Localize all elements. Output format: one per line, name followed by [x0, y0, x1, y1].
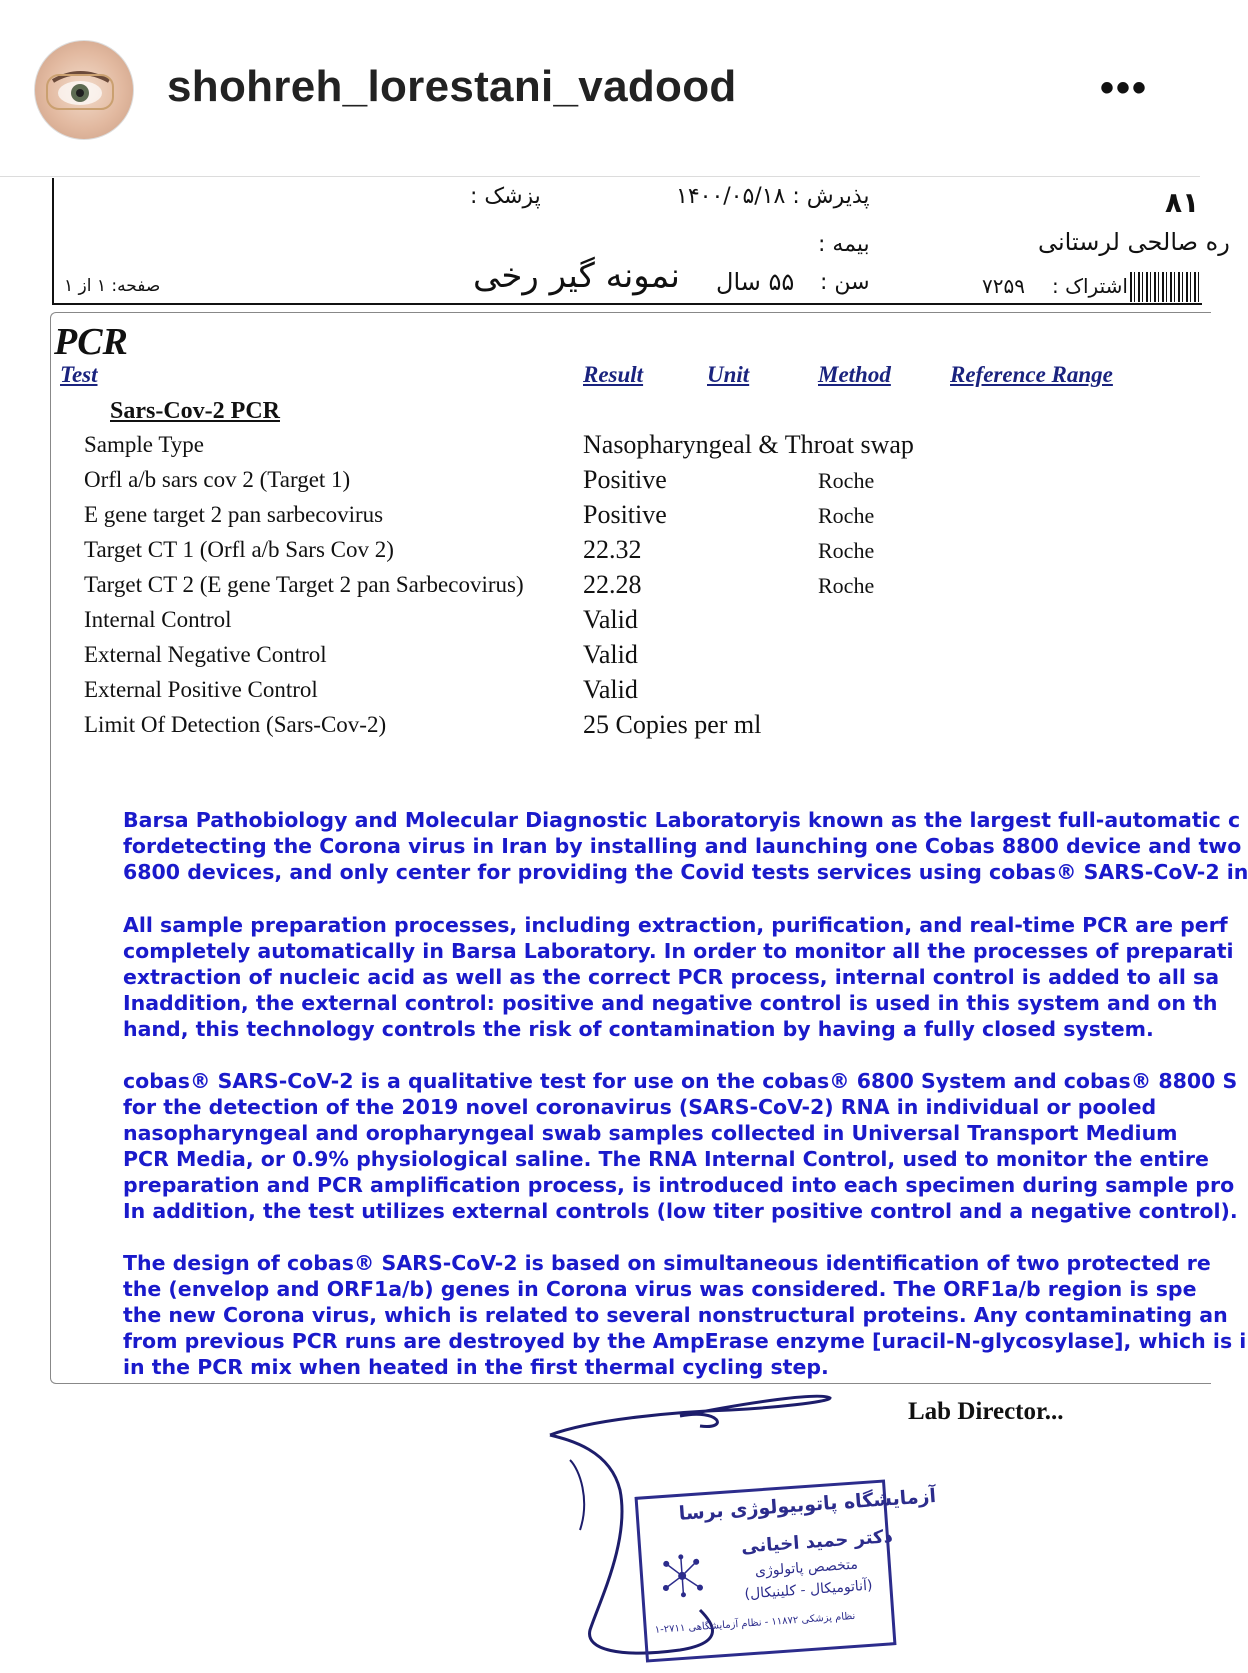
column-method: Method	[818, 362, 891, 387]
admission-date: پذیرش : ۱۴۰۰/۰۵/۱۸	[676, 184, 870, 209]
paragraph-line: the new Corona virus, which is related to several nonstructural proteins. Any contaminating an	[123, 1303, 1228, 1327]
row-method: Roche	[818, 468, 875, 493]
page-number: صفحه: ۱ از ۱	[64, 276, 161, 296]
paragraph-line: in the PCR mix when heated in the first thermal cycling step.	[123, 1355, 829, 1379]
column-result: Result	[583, 362, 644, 387]
row-label: Limit Of Detection (Sars-Cov-2)	[84, 712, 387, 737]
stamp-specialty: متخصص پاتولوژی	[754, 1556, 859, 1580]
paragraph-line: PCR Media, or 0.9% physiological saline. The RNA Internal Control, used to monitor the entire	[123, 1147, 1209, 1171]
row-result: Nasopharyngeal & Throat swap	[583, 430, 914, 459]
paragraph-line: The design of cobas® SARS-CoV-2 is based on simultaneous identification of two protected re	[123, 1251, 1211, 1275]
paragraph-line: Barsa Pathobiology and Molecular Diagnostic Laboratoryis known as the largest full-automatic c	[123, 808, 1241, 832]
row-result: 22.32	[583, 535, 642, 564]
column-reference: Reference Range	[950, 362, 1113, 387]
paragraph-design	[123, 1250, 1247, 1380]
paragraph-line: In addition, the test utilizes external controls (low titer positive control and a negative control).	[123, 1199, 1238, 1223]
paragraph-cobas	[123, 1068, 1238, 1224]
row-label: Orfl a/b sars cov 2 (Target 1)	[84, 467, 351, 492]
row-label: Target CT 1 (Orfl a/b Sars Cov 2)	[84, 537, 394, 562]
paragraph-about	[123, 807, 1248, 885]
column-unit: Unit	[707, 362, 750, 387]
paragraph-line: fordetecting the Corona virus in Iran by installing and launching one Cobas 8800 device and two	[123, 834, 1242, 858]
lab-stamp	[635, 1479, 937, 1662]
row-result: 22.28	[583, 570, 642, 599]
more-options-icon[interactable]: •••	[1100, 66, 1149, 110]
lab-logo-icon	[655, 1549, 708, 1602]
stamp-specialty-2: (آناتومیکال - کلینیکال)	[744, 1577, 873, 1603]
paragraph-line: Inaddition, the external control: positive and negative control is used in this system and on th	[123, 991, 1218, 1015]
row-result: Positive	[583, 465, 667, 494]
panel-title: Sars-Cov-2 PCR	[110, 398, 280, 424]
stamp-footer: نظام پزشکی ۱۱۸۷۲ - نظام آزمایشگاهی ۲۷۱۱-۱	[654, 1610, 856, 1636]
row-result: 25 Copies per ml	[583, 710, 762, 739]
doctor-label: پزشک :	[470, 184, 541, 209]
sampler-name: نمونه گیر رخی	[473, 256, 680, 296]
row-label: Internal Control	[84, 607, 232, 632]
row-label: External Positive Control	[84, 677, 318, 702]
username[interactable]: shohreh_lorestani_vadood	[167, 62, 737, 111]
paragraph-line: cobas® SARS-CoV-2 is a qualitative test for use on the cobas® 6800 System and cobas® 8800 S	[123, 1069, 1238, 1093]
row-label: Target CT 2 (E gene Target 2 pan Sarbecovirus)	[84, 572, 524, 597]
paragraph-process	[123, 912, 1234, 1042]
paragraph-line: 6800 devices, and only center for providing the Covid tests services using cobas® SARS-CoV-2 in	[123, 860, 1248, 884]
barcode	[1130, 272, 1200, 302]
post-header	[0, 0, 1200, 177]
paragraph-line: preparation and PCR amplification process, is introduced into each specimen during sample pro	[123, 1173, 1235, 1197]
row-label: Sample Type	[84, 432, 204, 457]
age-label: سن :	[820, 270, 870, 295]
subscription-label: اشتراک :	[1052, 274, 1128, 298]
paragraph-line: completely automatically in Barsa Laboratory. In order to monitor all the processes of preparati	[123, 939, 1234, 963]
row-method: Roche	[818, 503, 875, 528]
subscription-value: ۷۲۵۹	[982, 274, 1025, 298]
paragraph-line: All sample preparation processes, including extraction, purification, and real-time PCR are perf	[123, 913, 1228, 937]
paragraph-line: for the detection of the 2019 novel coronavirus (SARS-CoV-2) RNA in individual or pooled	[123, 1095, 1157, 1119]
row-method: Roche	[818, 573, 875, 598]
paragraph-line: the (envelop and ORF1a/b) genes in Corona virus was considered. The ORF1a/b region is spe	[123, 1277, 1197, 1301]
paragraph-line: from previous PCR runs are destroyed by the AmpErase enzyme [uracil-N-glycosylase], which is i	[123, 1329, 1247, 1353]
stamp-title: آزمایشگاه پاتوبیولوژی برسا	[678, 1484, 937, 1525]
row-label: External Negative Control	[84, 642, 327, 667]
record-id: ۸۱	[1165, 186, 1200, 219]
paragraph-line: hand, this technology controls the risk of contamination by having a fully closed system.	[123, 1017, 1154, 1041]
patient-name: ره صالحی لرستانی	[1038, 228, 1230, 256]
avatar-image	[35, 41, 133, 139]
row-method: Roche	[818, 538, 875, 563]
row-result: Valid	[583, 605, 638, 634]
row-result: Valid	[583, 675, 638, 704]
avatar[interactable]	[34, 40, 134, 140]
paragraph-line: extraction of nucleic acid as well as the correct PCR process, internal control is added to all sa	[123, 965, 1220, 989]
lab-director-label: Lab Director...	[908, 1398, 1064, 1425]
age-value: ۵۵ سال	[716, 268, 795, 296]
paragraph-line: nasopharyngeal and oropharyngeal swab samples collected in Universal Transport Medium	[123, 1121, 1178, 1145]
insurance-label: بیمه :	[818, 232, 870, 257]
row-label: E gene target 2 pan sarbecovirus	[84, 502, 384, 527]
stamp-doctor: دکتر حمید اخیانی	[740, 1526, 894, 1558]
row-result: Positive	[583, 500, 667, 529]
column-test: Test	[60, 362, 98, 387]
row-result: Valid	[583, 640, 638, 669]
section-title: PCR	[54, 321, 128, 363]
